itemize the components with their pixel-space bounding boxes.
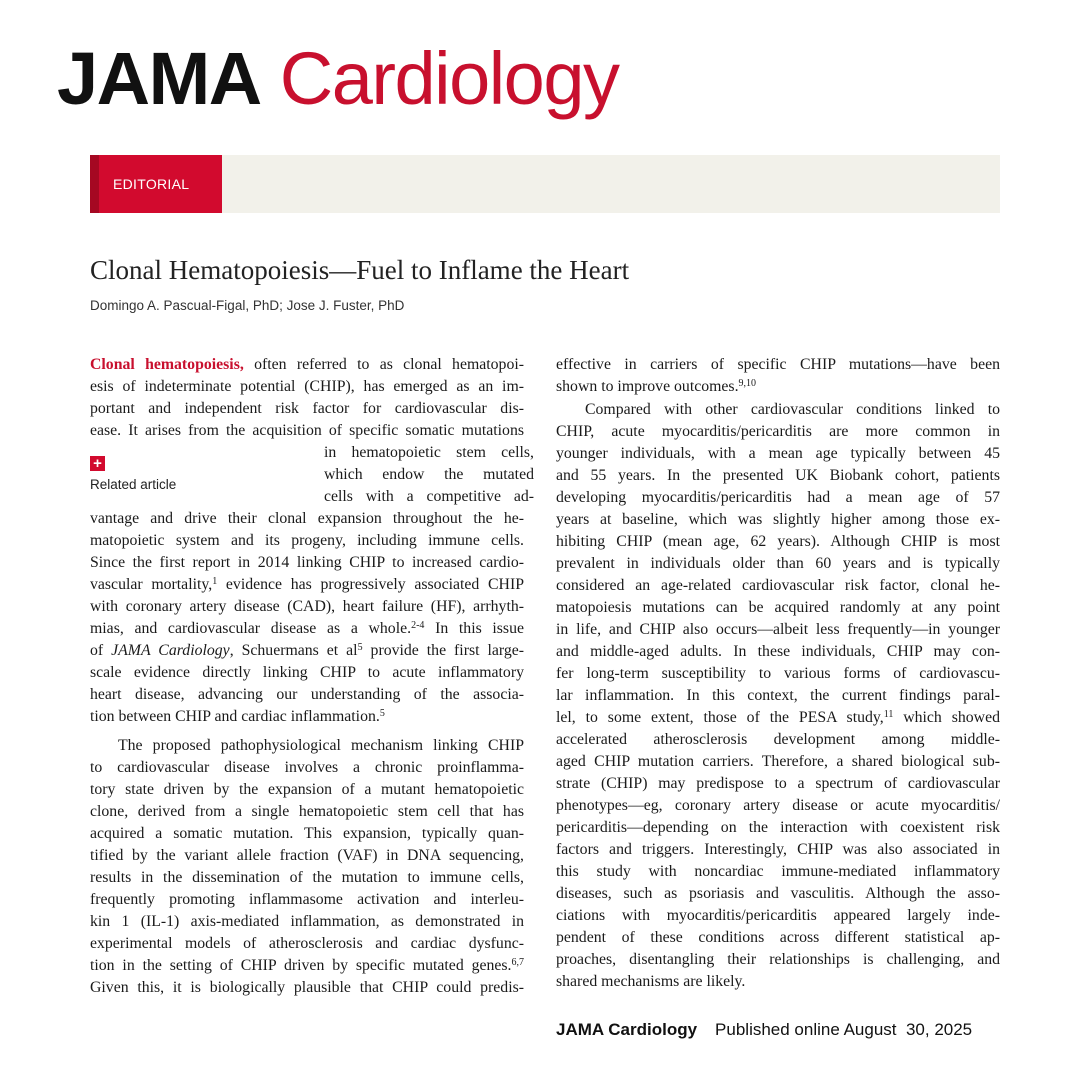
footer-published-date: Published online August 30, 2025 (715, 1020, 973, 1039)
body-line: results in the dissemination of the mutation to immune cells, (90, 869, 524, 886)
body-line: to cardiovascular disease involves a chronic proinflamma- (90, 759, 524, 776)
body-line: developing myocarditis/pericarditis had a mean age of 57 (556, 489, 1000, 506)
section-tag-label: EDITORIAL (113, 176, 190, 192)
body-line: frequently promoting inflammasome activation and interleu- (90, 891, 524, 908)
body-line: acquired a somatic mutation. This expansion, typically quan- (90, 825, 524, 842)
body-line: accelerated atherosclerosis development among middle- (556, 731, 1000, 748)
body-line: CHIP, acute myocarditis/pericarditis are more common in (556, 423, 1000, 440)
body-line: younger individuals, with a mean age typically between 45 (556, 445, 1000, 462)
body-line: matopoietic system and its progeny, including immune cells. (90, 532, 524, 549)
section-banner (90, 155, 1000, 213)
body-line: shared mechanisms are likely. (556, 973, 746, 990)
body-line: lel, to some extent, those of the PESA study,$^{11}$ which showed (556, 709, 1000, 726)
journal-masthead (57, 37, 619, 120)
related-article-link[interactable]: Related article (90, 477, 177, 492)
paragraph-start: The proposed pathophysiological mechanism linking CHIP (118, 737, 524, 754)
body-line: Given this, it is biologically plausible that CHIP could predis- (90, 979, 524, 996)
footer-journal: JAMA Cardiology (556, 1020, 698, 1039)
body-line: factors and triggers. Interestingly, CHIP was also associated in (556, 841, 1000, 858)
body-line: Clonal hematopoiesis, often referred to as clonal hematopoi- (90, 356, 524, 373)
body-line: cells with a competitive ad- (324, 488, 534, 505)
body-line: matopoiesis mutations can be acquired randomly at any point (556, 599, 1000, 616)
body-line: phenotypes—eg, coronary artery disease or acute myocarditis/ (556, 797, 1000, 814)
citation: 2-4 (411, 620, 425, 631)
body-line: portant and independent risk factor for cardiovascular dis- (90, 400, 524, 417)
body-line: in life, and CHIP also occurs—albeit less frequently—in younger (556, 621, 1000, 638)
citation: 11 (883, 709, 894, 720)
body-line: Since the first report in 2014 linking CHIP to increased cardio- (90, 554, 524, 571)
body-line: pericarditis—depending on the interaction with coexistent risk (556, 819, 1000, 836)
plus-icon[interactable]: + (90, 456, 105, 471)
body-line: ciations with myocarditis/pericarditis appeared largely inde- (556, 907, 1000, 924)
lead-in: Clonal hematopoiesis, (90, 356, 244, 373)
citation: 5 (357, 642, 363, 653)
body-line: tified by the variant allele fraction (VAF) in DNA sequencing, (90, 847, 524, 864)
body-line: hibiting CHIP (mean age, 62 years). Although CHIP is most (556, 533, 1000, 550)
citation: 6,7 (511, 957, 524, 968)
body-line: diseases, such as psoriasis and vasculitis. Although the asso- (556, 885, 1000, 902)
citation: 9,10 (738, 378, 757, 389)
body-line: and 55 years. In the presented UK Biobank cohort, patients (556, 467, 1000, 484)
citation: 5 (379, 708, 385, 719)
body-line: considered an age-related cardiovascular risk factor, clonal he- (556, 577, 1000, 594)
body-line: vascular mortality,$^1$ evidence has progressively associated CHIP (90, 576, 524, 593)
journal-name-cardiology: Cardiology (279, 37, 619, 120)
paragraph-start: Compared with other cardiovascular conditions linked to (585, 401, 1000, 418)
body-line: kin 1 (IL-1) axis-mediated inflammation, as demonstrated in (90, 913, 524, 930)
body-line: clone, derived from a single hematopoietic stem cell that has (90, 803, 524, 820)
citation: 1 (212, 576, 218, 587)
body-line: scale evidence directly linking CHIP to acute inflammatory (90, 664, 524, 681)
body-line: fer long-term susceptibility to various forms of cardiovascu- (556, 665, 1000, 682)
body-line: lar inflammation. In this context, the current findings paral- (556, 687, 1000, 704)
body-line: with coronary artery disease (CAD), heart failure (HF), arrhyth- (90, 598, 524, 615)
body-line: pendent of these conditions across different statistical ap- (556, 929, 1000, 946)
page-footer (556, 1020, 972, 1040)
body-line: tory state driven by the expansion of a mutant hematopoietic (90, 781, 524, 798)
article-authors: Domingo A. Pascual-Figal, PhD; Jose J. Fuster, PhD (90, 298, 405, 313)
article-title: Clonal Hematopoiesis—Fuel to Inflame the Heart (90, 255, 630, 285)
body-line: vantage and drive their clonal expansion throughout the he- (90, 510, 524, 527)
body-line: prevalent in individuals older than 60 years and is typically (556, 555, 1000, 572)
body-line: years at baseline, which was slightly higher among those ex- (556, 511, 1000, 528)
body-line: of JAMA Cardiology, Schuermans et $al^5$ provide the first large- (90, 642, 525, 659)
body-line: mias, and cardiovascular disease as a whole.$^{2-4}$ In this issue (90, 620, 524, 637)
body-line: esis of indeterminate potential (CHIP), has emerged as an im- (90, 378, 524, 395)
body-line: tion between CHIP and cardiac inflammation.$^5$ (90, 708, 385, 725)
journal-name-italic: JAMA Cardiology (111, 642, 230, 659)
body-line: ease. It arises from the acquisition of specific somatic mutations (90, 422, 524, 439)
body-line: in hematopoietic stem cells, (324, 444, 534, 461)
body-line: experimental models of atherosclerosis and cardiac dysfunc- (90, 935, 524, 952)
body-line: tion in the setting of CHIP driven by specific mutated genes.$^{6,7}$ (90, 957, 524, 974)
body-line: shown to improve outcomes.$^{9,10}$ (556, 378, 757, 395)
body-line: proaches, disentangling their relationships is challenging, and (556, 951, 1000, 968)
body-line: and middle-aged adults. In these individuals, CHIP may con- (556, 643, 1000, 660)
section-tag (90, 155, 222, 213)
body-line: strate (CHIP) may predispose to a spectrum of cardiovascular (556, 775, 1000, 792)
body-line: heart disease, advancing our understanding of the associa- (90, 686, 524, 703)
journal-name-jama: JAMA (57, 37, 261, 120)
body-line: effective in carriers of specific CHIP mutations—have been (556, 356, 1000, 373)
body-line: which endow the mutated (324, 466, 534, 483)
body-line: aged CHIP mutation carriers. Therefore, a shared biological sub- (556, 753, 1000, 770)
body-line: this study with noncardiac immune-mediated inflammatory (556, 863, 1000, 880)
